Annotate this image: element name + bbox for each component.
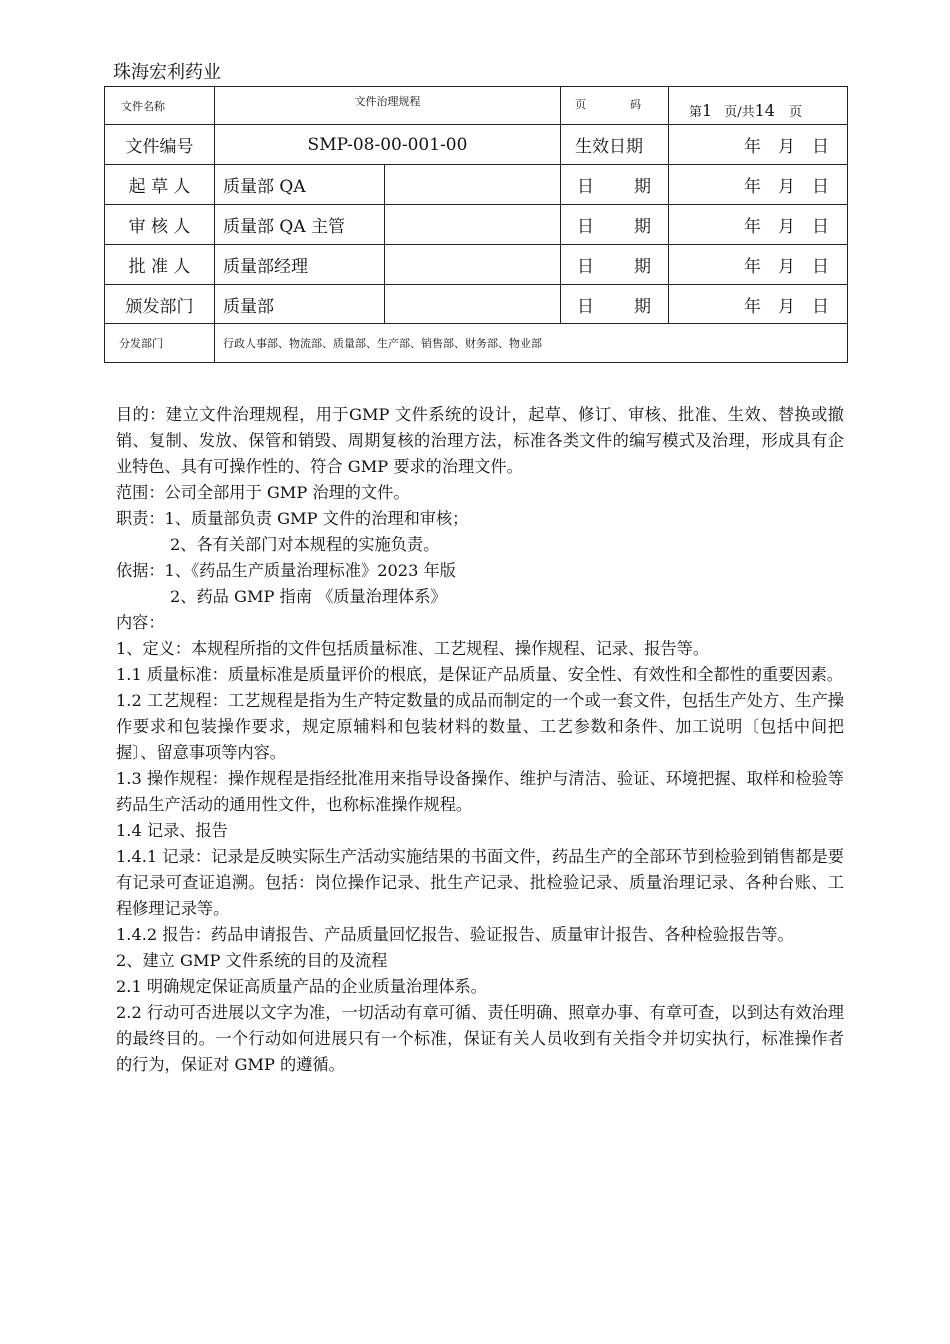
responsibility-paragraph: 职责：1、质量部负责 GMP 文件的治理和审核； — [116, 509, 469, 528]
basis-item-2: 2、药品 GMP 指南 《质量治理体系》 — [170, 587, 447, 606]
section-1-3: 1.3 操作规程：操作规程是指经批准用来指导设备操作、维护与清洁、验证、环境把握、取样和检验等药品生产活动的通用性文件，也称标准操作规程。 — [116, 769, 844, 814]
table-row — [105, 205, 848, 245]
page-label-b: 码 — [630, 98, 641, 111]
purpose-paragraph: 目的：建立文件治理规程，用于GMP 文件系统的设计，起草、修订、审核、批准、生效、替换或撤销、复制、发放、保管和销毁、周期复核的治理方法，标准各类文件的编写模式及治理，形成具有企业特色、具有可操作性的、符合 GMP 要求的治理文件。 — [116, 405, 844, 476]
effective-date-label: 生效日期 — [561, 125, 669, 165]
doc-name-value: 文件治理规程 — [215, 87, 561, 125]
section-2: 2、建立 GMP 文件系统的目的及流程 — [116, 951, 388, 970]
section-1-2: 1.2 工艺规程：工艺规程是指为生产特定数量的成品而制定的一个或一套文件，包括生产处方、生产操作要求和包装操作要求，规定原辅料和包装材料的数量、工艺参数和条件、加工说明〔包括中间把握〕、留意事项等内容。 — [116, 691, 844, 762]
content-heading: 内容： — [116, 613, 165, 632]
responsibility-item-2: 2、各有关部门对本规程的实施负责。 — [170, 535, 440, 554]
section-2-2: 2.2 行动可否进展以文字为准，一切活动有章可循、责任明确、照章办事、有章可查，以到达有效治理的最终目的。一个行动如何进展只有一个标准，保证有关人员收到有关指令并切实执行，标准操作者的行为，保证对 GMP 的遵循。 — [116, 1003, 844, 1074]
company-name: 珠海宏利药业 — [113, 62, 221, 83]
page-label-a: 页 — [575, 98, 586, 111]
effective-date-value: 年 月 日 — [669, 125, 848, 165]
issuing-date-label — [561, 285, 669, 324]
drafter-date-value: 年 月 日 — [669, 165, 848, 205]
page-number: 1 — [702, 101, 713, 120]
section-1-4: 1.4 记录、报告 — [116, 821, 228, 840]
issuing-dept-sign — [385, 285, 561, 324]
issuing-date-value: 年 月 日 — [669, 285, 848, 324]
date-label-a: 日 — [577, 296, 594, 317]
page-end: 页 — [788, 105, 802, 120]
section-1-1: 1.1 质量标准：质量标准是质量评价的根底，是保证产品质量、安全性、有效性和全都性的重要因素。 — [116, 665, 843, 684]
distribution-label: 分发部门 — [105, 324, 215, 363]
doc-code-label: 文件编号 — [105, 125, 215, 165]
reviewer-date-value: 年 月 日 — [669, 205, 848, 245]
approver-label: 批 准 人 — [105, 245, 215, 285]
date-label-b: 期 — [634, 217, 651, 237]
table-row — [105, 324, 848, 363]
date-label-a: 日 — [577, 257, 594, 277]
issuing-dept-value: 质量部 — [215, 285, 385, 324]
date-label-b: 期 — [634, 257, 651, 277]
approver-sign — [385, 245, 561, 285]
reviewer-value: 质量部 QA 主管 — [215, 205, 385, 245]
drafter-value: 质量部 QA — [215, 165, 385, 205]
scope-paragraph: 范围：公司全部用于 GMP 治理的文件。 — [116, 483, 410, 502]
reviewer-sign — [385, 205, 561, 245]
reviewer-date-label — [561, 205, 669, 245]
approver-date-value: 年 月 日 — [669, 245, 848, 285]
table-row — [105, 87, 848, 125]
doc-name-label: 文件名称 — [105, 87, 215, 125]
drafter-sign — [385, 165, 561, 205]
table-row — [105, 125, 848, 165]
page-label — [561, 87, 669, 125]
distribution-value: 行政人事部、物流部、质量部、生产部、销售部、财务部、物业部 — [215, 324, 848, 363]
document-body — [116, 402, 844, 1078]
section-1-4-2: 1.4.2 报告：药品申请报告、产品质量回忆报告、验证报告、质量审计报告、各种检验报告等。 — [116, 925, 794, 944]
page-mid: 页/共 — [724, 105, 755, 120]
reviewer-label: 审 核 人 — [105, 205, 215, 245]
section-1-4-1: 1.4.1 记录：记录是反映实际生产活动实施结果的书面文件，药品生产的全部环节到检验到销售都是要有记录可查证追溯。包括：岗位操作记录、批生产记录、批检验记录、质量治理记录、各种台账、工程修理记录等。 — [116, 847, 844, 918]
approver-value: 质量部经理 — [215, 245, 385, 285]
page-total: 14 — [754, 101, 775, 120]
date-label-b: 期 — [634, 177, 651, 197]
document-control-table — [104, 86, 848, 363]
issuing-dept-label: 颁发部门 — [105, 285, 215, 324]
date-label-a: 日 — [577, 177, 594, 197]
approver-date-label — [561, 245, 669, 285]
page-di: 第 — [689, 105, 703, 120]
drafter-label: 起 草 人 — [105, 165, 215, 205]
table-row — [105, 165, 848, 205]
basis-paragraph: 依据：1、《药品生产质量治理标准》2023 年版 — [116, 561, 456, 580]
table-row — [105, 245, 848, 285]
date-label-b: 期 — [634, 296, 651, 317]
doc-code-value: SMP-08-00-001-00 — [215, 125, 561, 165]
drafter-date-label — [561, 165, 669, 205]
date-label-a: 日 — [577, 217, 594, 237]
page-info — [669, 87, 848, 125]
table-row — [105, 285, 848, 324]
section-2-1: 2.1 明确规定保证高质量产品的企业质量治理体系。 — [116, 977, 487, 996]
definition-paragraph: 1、定义：本规程所指的文件包括质量标准、工艺规程、操作规程、记录、报告等。 — [116, 639, 710, 658]
